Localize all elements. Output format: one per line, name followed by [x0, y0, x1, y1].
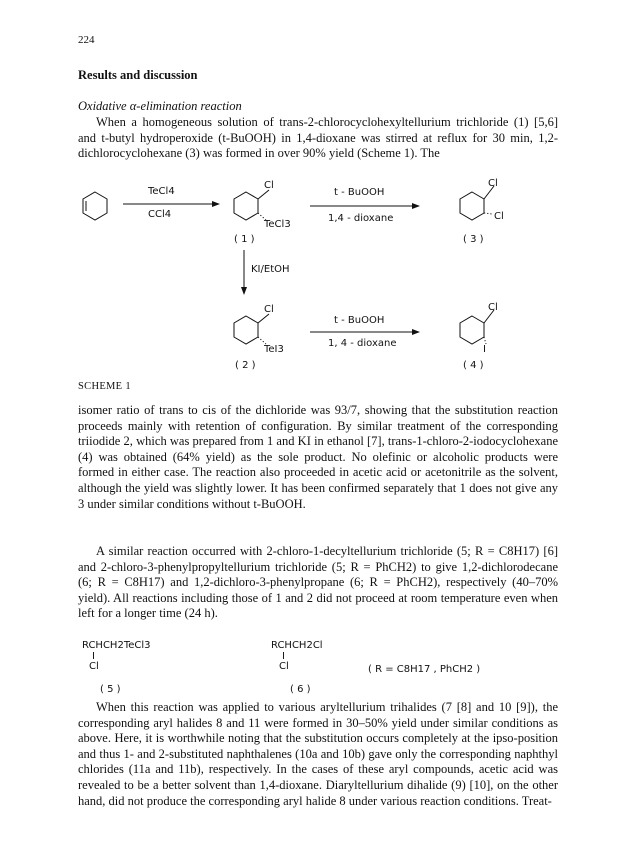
reagent-ccl4: CCl4	[148, 209, 172, 220]
equation-5-6	[78, 636, 558, 698]
paragraph-2-text: isomer ratio of trans to cis of the dichloride was 93/7, showing that the substitution reaction proceeds mainly with retention of configuration. By similar treatment of the corresponding triiodide 2, which was prepared from 1 and KI in ethanol [7], trans-1-chloro-2-iodocyclohexane (4) was obtained (64% yield) as the sole product. No olefinic or alcoholic products were formed in either case. The reaction also proceeded in acetic acid or acetonitrile as the solvent, although the yield was slightly lower. It has been confirmed separately that 1 does not give any 3 under similar conditions without t-BuOOH.	[78, 403, 558, 511]
paragraph-2	[78, 403, 558, 512]
cpd1-label: ( 1 )	[234, 234, 255, 245]
cpd1-tecl3: TeCl3	[264, 219, 291, 230]
cpd2-tei3: TeI3	[264, 344, 284, 355]
formula-5: RCHCH2TeCl3	[82, 640, 151, 651]
reagent-dioxane-2: 1, 4 - dioxane	[328, 338, 397, 349]
cpd3-cl-bottom: Cl	[494, 211, 504, 222]
page-number: 224	[78, 34, 95, 46]
formula-6: RCHCH2Cl	[271, 640, 323, 651]
compound-3-ring	[460, 192, 484, 220]
label-6: ( 6 )	[290, 684, 311, 695]
formula-6-bond: I	[282, 651, 285, 662]
scheme-label: SCHEME 1	[78, 381, 131, 392]
paragraph-4	[78, 700, 558, 809]
cpd2-label: ( 2 )	[235, 360, 256, 371]
paragraph-3-text: A similar reaction occurred with 2-chloro-1-decyltellurium trichloride (5; R = C8H17) [6] and 2-chloro-3-phenylpropyltellurium trichloride (5; R = PhCH2) to give 1,2-dichlorodecane (6; R = C8H17) and 1,2-dichloro-3-phenylpropane (6; R = PhCH2), respectively (40–70% yield). All reactions including those of 1 and 2 did not proceed at room temperature even when left for a longer time (24 h).	[78, 544, 558, 621]
r-definition: ( R = C8H17 , PhCH2 )	[368, 664, 481, 675]
cyclohexene-ring	[83, 192, 107, 220]
paragraph-4-text: When this reaction was applied to various aryltellurium trihalides (7 [8] and 10 [9]), the corresponding aryl halides 8 and 11 were formed in 30–50% yield under similar conditions as above. Here, it is worthwhile noting that the substitution occurs completely at the ipso-position and thus 1- and 2-substituted naphthalenes (10a and 10b) gave only the corresponding naphthyl chlorides (11a and 11b), respectively. In the cases of these aryl compounds, acetic acid was revealed to be a better solvent than 1,4-dioxane. Diaryltellurium dihalide (9) [10], on the other hand, did not produce the corresponding aryl halide 8 under various reaction conditions. Treat-	[78, 700, 558, 808]
formula-6-cl: Cl	[279, 661, 289, 672]
reagent-buooh-2: t - BuOOH	[334, 315, 385, 326]
cpd3-cl-top: Cl	[488, 178, 498, 189]
scheme-1-diagram	[78, 166, 558, 376]
compound-4-ring	[460, 316, 484, 344]
label-5: ( 5 )	[100, 684, 121, 695]
compound-2-ring	[234, 316, 258, 344]
compound-1-ring	[234, 192, 258, 220]
paragraph-1	[78, 115, 558, 162]
cpd4-i: I	[483, 344, 486, 355]
formula-5-bond: I	[92, 651, 95, 662]
reagent-tecl4: TeCl4	[148, 186, 175, 197]
paragraph-3	[78, 544, 558, 622]
reagent-ki-etoh: KI/EtOH	[251, 264, 290, 275]
cpd2-cl: Cl	[264, 304, 274, 315]
cpd4-cl: Cl	[488, 302, 498, 313]
cpd4-label: ( 4 )	[463, 360, 484, 371]
subsection-title: Oxidative α-elimination reaction	[78, 99, 242, 113]
cpd3-label: ( 3 )	[463, 234, 484, 245]
section-title: Results and discussion	[78, 68, 198, 82]
formula-5-cl: Cl	[89, 661, 99, 672]
reagent-buooh-1: t - BuOOH	[334, 187, 385, 198]
cpd1-cl: Cl	[264, 180, 274, 191]
paragraph-1-text: When a homogeneous solution of trans-2-chlorocyclohexyltellurium trichloride (1) [5,6] and t-butyl hydroperoxide (t-BuOOH) in 1,4-dioxane was stirred at reflux for 30 min, 1,2-dichlorocyclohexane (3) was formed in over 90% yield (Scheme 1). The	[78, 115, 558, 161]
reagent-dioxane-1: 1,4 - dioxane	[328, 213, 394, 224]
